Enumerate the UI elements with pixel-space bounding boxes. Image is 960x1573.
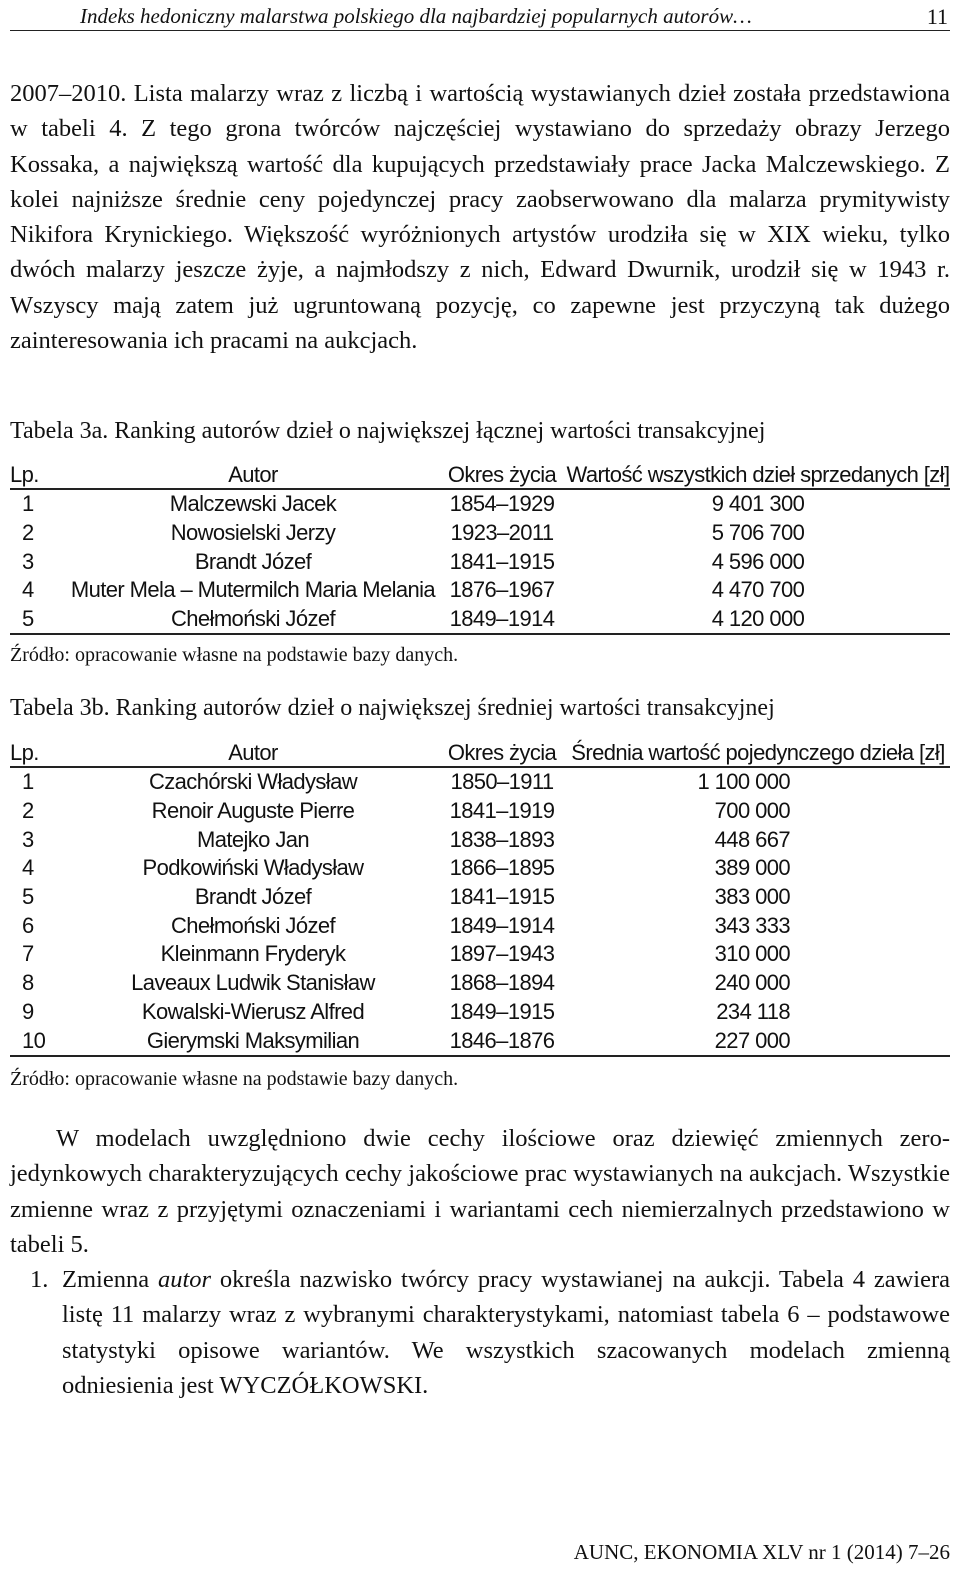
cell-lp: 6 (22, 912, 34, 938)
cell-okres: 1854–1929 (449, 491, 555, 517)
table-3a-source: Źródło: opracowanie własne na podstawie bazy danych. (10, 644, 459, 666)
cell-value: 448 667 (714, 826, 790, 852)
cell-okres: 1876–1967 (449, 577, 555, 603)
cell-okres: 1846–1876 (438, 1026, 566, 1056)
list-item-text-start: Zmienna (62, 1266, 158, 1293)
cell-autor: Kowalski-Wierusz Alfred (141, 998, 365, 1024)
cell-okres: 1841–1915 (449, 884, 555, 910)
cell-autor: Nowosielski Jerzy (170, 520, 336, 546)
table-row (10, 605, 950, 635)
cell-okres: 1849–1914 (438, 605, 566, 635)
cell-value: 343 333 (714, 912, 790, 938)
column-header-okres: Okres życia (438, 738, 566, 767)
journal-footer: AUNC, EKONOMIA XLV nr 1 (2014) 7–26 (573, 1540, 950, 1564)
table-row (10, 519, 950, 548)
cell-autor: Laveaux Ludwik Stanisław (131, 970, 375, 996)
list-item (10, 1262, 950, 1403)
cell-lp: 9 (22, 998, 34, 1024)
cell-lp: 1 (22, 491, 34, 517)
cell-lp: 5 (22, 884, 34, 910)
cell-autor: Muter Mela – Mutermilch Maria Melania (70, 577, 436, 603)
column-header-lp: Lp. (10, 460, 68, 489)
cell-lp: 10 (10, 1026, 68, 1056)
cell-okres: 1838–1893 (449, 826, 555, 852)
cell-value: 4 596 000 (711, 548, 805, 574)
table-3b (10, 738, 950, 1057)
cell-value: 310 000 (714, 941, 790, 967)
cell-lp: 3 (22, 548, 34, 574)
cell-lp: 4 (22, 577, 34, 603)
table-row (10, 969, 950, 998)
cell-value: 5 706 700 (711, 520, 805, 546)
cell-autor: Renoir Auguste Pierre (151, 798, 355, 824)
cell-lp: 2 (22, 798, 34, 824)
table-row (10, 998, 950, 1027)
cell-okres: 1850–1911 (450, 769, 554, 795)
cell-value: 240 000 (714, 970, 790, 996)
running-title: Indeks hedoniczny malarstwa polskiego dla najbardziej popularnych autorów… (80, 4, 752, 28)
cell-value: 1 100 000 (697, 769, 790, 795)
table-row (10, 547, 950, 576)
cell-autor: Brandt Józef (194, 548, 312, 574)
table-row (10, 940, 950, 969)
cell-autor: Malczewski Jacek (169, 491, 337, 517)
table-row (10, 797, 950, 826)
cell-lp: 5 (10, 605, 68, 635)
list-item-text-rest: określa nazwisko twórcy pracy wystawianej na aukcji. Tabela 4 zawiera listę 11 malarzy wraz z wybranymi charakterystykami, natomiast tabela 6 – podstawowe statystyki opisowe wariantów. We wszystkich szacowanych modelach zmienną odniesienia jest WYCZÓŁKOWSKI. (62, 1266, 950, 1399)
cell-value: 389 000 (714, 855, 790, 881)
cell-autor: Kleinmann Fryderyk (160, 941, 346, 967)
cell-autor: Czachórski Władysław (148, 769, 358, 795)
cell-lp: 1 (22, 769, 34, 795)
cell-lp: 8 (22, 970, 34, 996)
column-header-value: Średnia wartość pojedynczego dzieła [zł] (566, 738, 950, 767)
cell-value: 4 470 700 (711, 577, 805, 603)
models-paragraph: W modelach uwzględniono dwie cechy ilościowe oraz dziewięć zmiennych zero-jedynkowych charakteryzujących cechy jakościowe prac wystawianych na aukcjach. Wszystkie zmienne wraz z przyjętymi oznaczeniami i wariantami cech niemierzalnych przedstawiono w tabeli 5. (10, 1125, 950, 1258)
table-row (10, 825, 950, 854)
table-row (10, 854, 950, 883)
cell-value: 227 000 (566, 1026, 950, 1056)
cell-autor: Chełmoński Józef (68, 605, 438, 635)
table-3b-source: Źródło: opracowanie własne na podstawie bazy danych. (10, 1068, 459, 1090)
table-header-row (10, 738, 950, 767)
column-header-autor: Autor (68, 738, 438, 767)
table-header-row (10, 460, 950, 489)
cell-value: 700 000 (714, 798, 790, 824)
cell-autor: Chełmoński Józef (170, 912, 336, 938)
cell-okres: 1841–1915 (449, 548, 555, 574)
table-3b-caption: Tabela 3b. Ranking autorów dzieł o największej średniej wartości transakcyjnej (10, 695, 775, 721)
cell-lp: 4 (22, 855, 34, 881)
cell-autor: Matejko Jan (196, 826, 309, 852)
cell-okres: 1841–1919 (449, 798, 555, 824)
table-row (10, 911, 950, 940)
intro-paragraph: 2007–2010. Lista malarzy wraz z liczbą i wartością wystawianych dzieł została przedstawiona w tabeli 4. Z tego grona twórców najczęściej wystawiano do sprzedaży obrazy Jerzego Kossaka, a największą wartość dla kupujących przedstawiały prace Jacka Malczewskiego. Z kolei najniższe średnie ceny pojedynczej pracy zaobserwowano dla malarza prymitywisty Nikifora Krynickiego. Większość wyróżnionych artystów urodziła się w XIX wieku, tylko dwóch malarzy jeszcze żyje, a najmłodszy z nich, Edward Dwurnik, urodził się w 1943 r. Wszyscy mają zatem już ugruntowaną pozycję, co zapewne jest przyczyną tak dużego zainteresowania ich pracami na aukcjach. (10, 80, 950, 355)
table-row (10, 767, 950, 797)
column-header-okres: Okres życia (438, 460, 566, 489)
table-row (10, 883, 950, 912)
cell-value: 9 401 300 (711, 491, 805, 517)
cell-okres: 1849–1914 (449, 912, 555, 938)
column-header-autor: Autor (68, 460, 438, 489)
cell-lp: 2 (22, 520, 34, 546)
table-row (10, 489, 950, 519)
cell-okres: 1866–1895 (449, 855, 555, 881)
cell-lp: 7 (22, 941, 34, 967)
list-item-marker: 1. (30, 1266, 49, 1293)
numbered-list (10, 1262, 950, 1403)
column-header-value: Wartość wszystkich dzieł sprzedanych [zł] (566, 462, 950, 487)
table-3a (10, 460, 950, 635)
cell-autor: Brandt Józef (194, 884, 312, 910)
table-row (10, 576, 950, 605)
variable-name: autor (157, 1266, 212, 1293)
cell-okres: 1849–1915 (449, 998, 555, 1024)
page-number: 11 (926, 4, 948, 29)
cell-lp: 3 (22, 826, 34, 852)
cell-okres: 1897–1943 (449, 941, 555, 967)
cell-value: 383 000 (714, 884, 790, 910)
running-header (10, 0, 950, 31)
cell-autor: Podkowiński Władysław (142, 855, 364, 881)
cell-value: 4 120 000 (566, 605, 950, 635)
cell-autor: Gierymski Maksymilian (68, 1026, 438, 1056)
table-row (10, 1026, 950, 1056)
cell-okres: 1868–1894 (449, 970, 555, 996)
cell-okres: 1923–2011 (450, 520, 554, 546)
table-3a-caption: Tabela 3a. Ranking autorów dzieł o największej łącznej wartości transakcyjnej (10, 418, 766, 444)
column-header-lp: Lp. (10, 738, 68, 767)
cell-value: 234 118 (716, 998, 790, 1024)
